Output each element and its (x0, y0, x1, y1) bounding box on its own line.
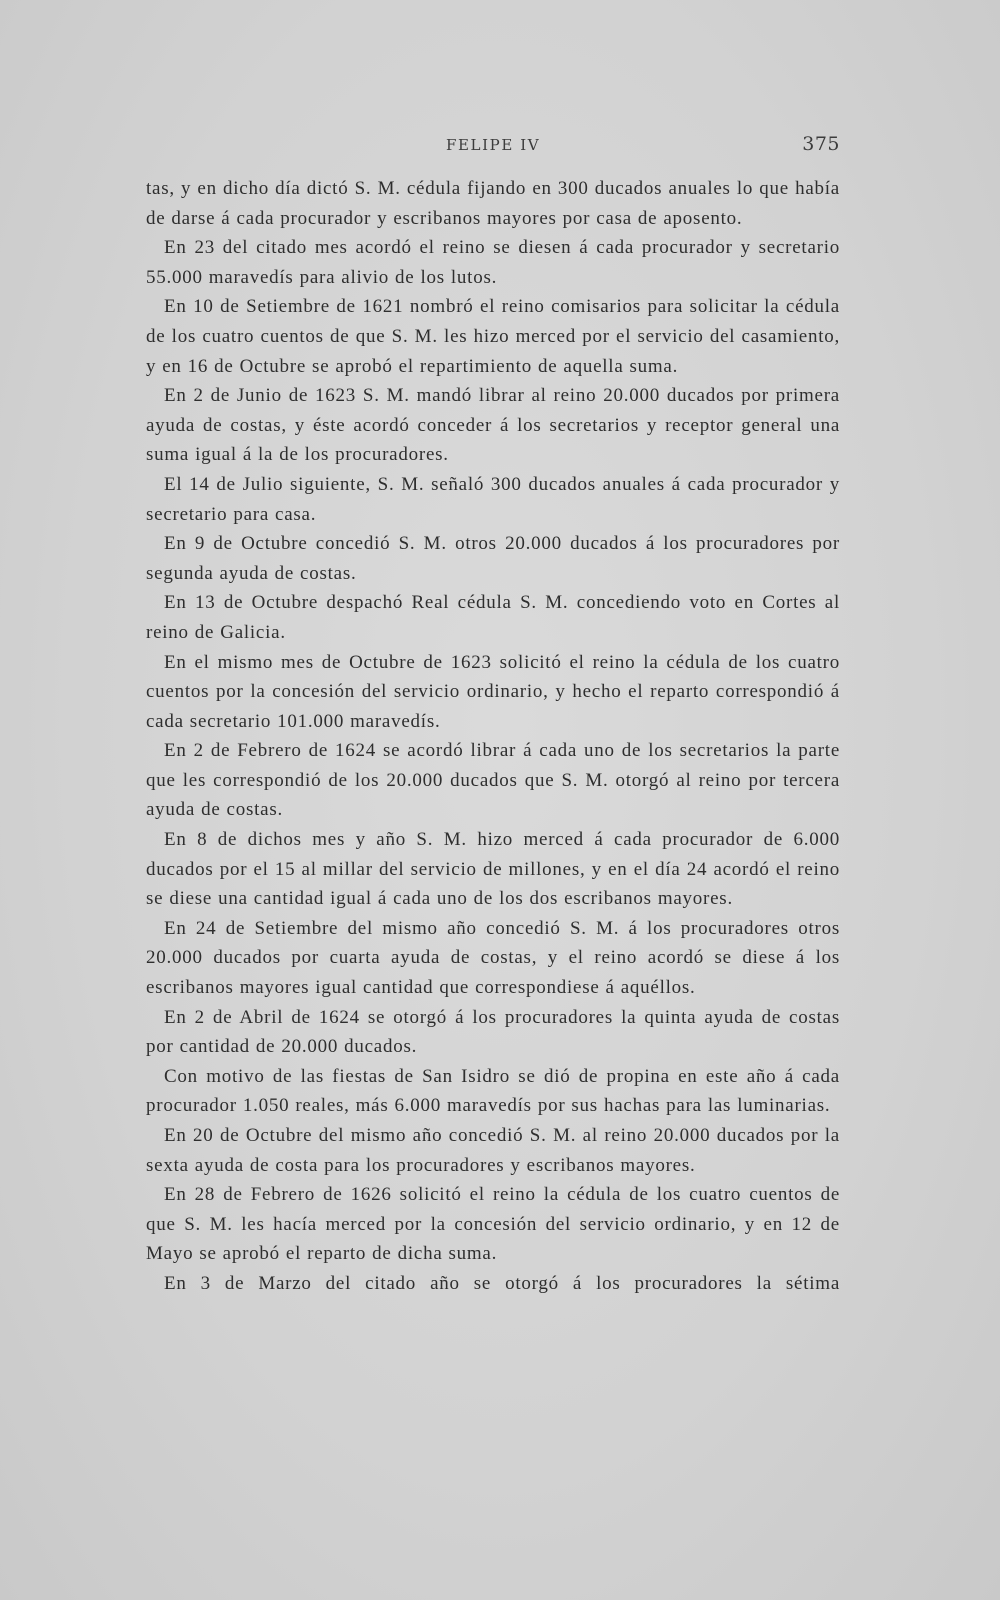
paragraph: El 14 de Julio siguiente, S. M. señaló 300 ducados anuales á cada procurador y secretario para casa. (146, 473, 840, 525)
running-title: FELIPE IV (446, 136, 541, 154)
paragraph: En 28 de Febrero de 1626 solicitó el reino la cédula de los cuatro cuentos de que S. M. les hacía merced por la concesión del servicio ordinario, y en 12 de Mayo se aprobó el reparto de dicha suma. (146, 1184, 840, 1265)
body-text (146, 174, 840, 1299)
paragraph: tas, y en dicho día dictó S. M. cédula fijando en 300 ducados anuales lo que había de darse á cada procurador y escribanos mayores por casa de aposento. (146, 178, 840, 229)
paragraph: En 20 de Octubre del mismo año concedió S. M. al reino 20.000 ducados por la sexta ayuda de costa para los procuradores y escribanos mayores. (146, 1125, 840, 1176)
paragraph: En 9 de Octubre concedió S. M. otros 20.000 ducados á los procuradores por segunda ayuda de costas. (146, 533, 840, 584)
paragraph: En 23 del citado mes acordó el reino se diesen á cada procurador y secretario 55.000 maravedís para alivio de los lutos. (146, 237, 840, 288)
paragraph: En 13 de Octubre despachó Real cédula S. M. concediendo voto en Cortes al reino de Galicia. (146, 592, 840, 643)
page-number: 375 (802, 133, 840, 155)
paragraph: En 10 de Setiembre de 1621 nombró el reino comisarios para solicitar la cédula de los cuatro cuentos de que S. M. les hizo merced por el servicio del casamiento, y en 16 de Octubre se aprobó el repartimiento de aquella suma. (146, 296, 840, 377)
paragraph: En el mismo mes de Octubre de 1623 solicitó el reino la cédula de los cuatro cuentos por la concesión del servicio ordinario, y hecho el reparto correspondió á cada secretario 101.000 maravedís. (146, 651, 840, 732)
paragraph: En 2 de Febrero de 1624 se acordó librar á cada uno de los secretarios la parte que les correspondió de los 20.000 ducados que S. M. otorgó al reino por tercera ayuda de costas. (146, 740, 840, 821)
paragraph: Con motivo de las fiestas de San Isidro se dió de propina en este año á cada procurador 1.050 reales, más 6.000 maravedís por sus hachas para las luminarias. (146, 1065, 840, 1117)
paragraph: En 3 de Marzo del citado año se otorgó á los procuradores la sétima (164, 1272, 840, 1294)
paragraph: En 8 de dichos mes y año S. M. hizo merced á cada procurador de 6.000 ducados por el 15 al millar del servicio de millones, y en el día 24 acordó el reino se diese una cantidad igual á cada uno de los dos escribanos mayores. (146, 829, 840, 910)
paragraph: En 24 de Setiembre del mismo año concedió S. M. á los procuradores otros 20.000 ducados por cuarta ayuda de costas, y el reino acordó se diese á los escribanos mayores igual cantidad que correspondiese á aquéllos. (146, 917, 840, 999)
running-header (146, 133, 840, 160)
paragraph: En 2 de Junio de 1623 S. M. mandó librar al reino 20.000 ducados por primera ayuda de costas, y éste acordó conceder á los secretarios y receptor general una suma igual á la de los procuradores. (146, 385, 840, 466)
paragraph: En 2 de Abril de 1624 se otorgó á los procuradores la quinta ayuda de costas por cantidad de 20.000 ducados. (146, 1006, 840, 1058)
